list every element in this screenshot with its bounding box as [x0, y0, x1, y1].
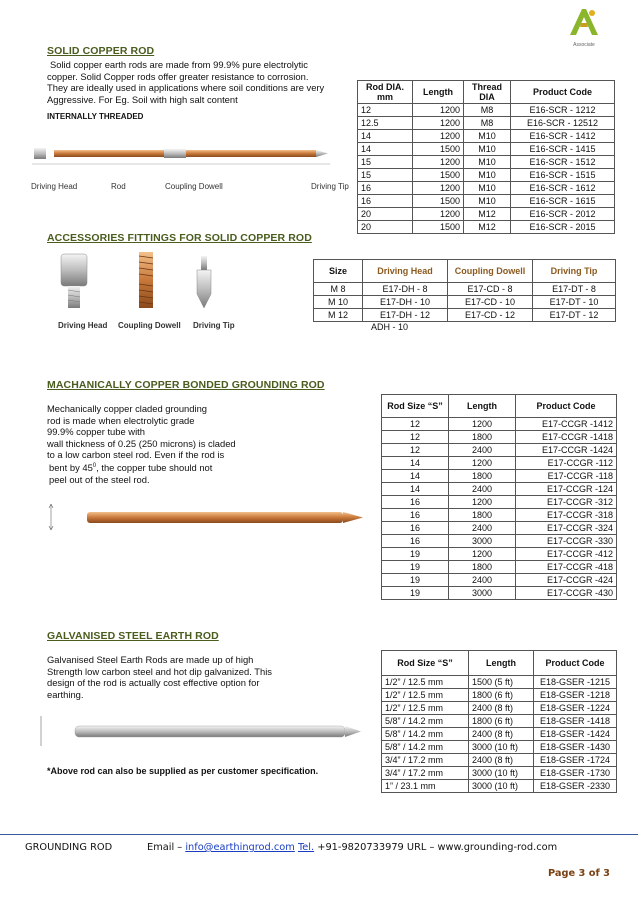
bonded-rod-description	[47, 403, 327, 485]
table-header-row	[314, 260, 616, 283]
table-cell: 14	[382, 457, 449, 470]
table-row	[358, 130, 615, 143]
table-row	[358, 221, 615, 234]
table-cell: E17-CCGR -1424	[516, 444, 617, 457]
col-header: Product Code	[516, 395, 617, 418]
table-row	[382, 496, 617, 509]
table-cell: 14	[382, 470, 449, 483]
table-cell: M10	[464, 143, 511, 156]
table-cell: E17-CD - 12	[448, 309, 533, 322]
table-cell: E18-GSER -1724	[534, 754, 617, 767]
solid-para-line: copper. Solid Copper rods offer greater resistance to corrosion.	[47, 70, 309, 82]
page-number: Page 3 of 3	[547, 868, 610, 879]
table-row	[382, 754, 617, 767]
table-row	[358, 143, 615, 156]
galv-rod-table	[381, 650, 617, 793]
accessories-title: ACCESSORIES FITTINGS FOR SOLID COPPER ROD	[47, 232, 312, 244]
table-cell: 1500	[413, 143, 464, 156]
table-cell: E17-CCGR -118	[516, 470, 617, 483]
solid-rod-table	[357, 80, 615, 234]
col-header: Driving Tip	[533, 260, 616, 283]
table-cell: 2400 (8 ft)	[469, 702, 534, 715]
table-cell: E18-GSER -1430	[534, 741, 617, 754]
table-cell: M12	[464, 221, 511, 234]
col-header: Rod DIA. mm	[358, 81, 413, 104]
table-row	[382, 767, 617, 780]
tel-url-text: +91-9820733979 URL – www.grounding-rod.com	[314, 842, 558, 853]
col-header: Length	[413, 81, 464, 104]
galv-para-line: Strength low carbon steel and hot dip galvanized. This	[47, 665, 272, 677]
table-cell: 1200	[449, 496, 516, 509]
table-cell: 1/2” / 12.5 mm	[382, 689, 469, 702]
table-cell: 16	[382, 496, 449, 509]
galv-para-line: earthing.	[47, 688, 84, 700]
table-row	[382, 457, 617, 470]
table-cell: 16	[358, 195, 413, 208]
table-cell: 16	[382, 535, 449, 548]
bonded-para-line: bent by 45	[49, 462, 93, 474]
table-cell: 3000 (10 ft)	[469, 767, 534, 780]
table-cell: E17-CCGR -424	[516, 574, 617, 587]
table-cell: 15	[358, 169, 413, 182]
table-row	[358, 208, 615, 221]
table-cell: 19	[382, 574, 449, 587]
table-cell: 16	[358, 182, 413, 195]
table-cell: E17-DH - 12	[363, 309, 448, 322]
table-row	[358, 104, 615, 117]
table-cell: M10	[464, 130, 511, 143]
table-cell: 1200	[413, 208, 464, 221]
table-cell: 3000 (10 ft)	[469, 741, 534, 754]
caption-driving-head: Driving Head	[31, 182, 78, 191]
table-cell: M 8	[314, 283, 363, 296]
table-cell: 3/4” / 17.2 mm	[382, 767, 469, 780]
footer-contact	[147, 842, 557, 853]
caption-acc-driving-head: Driving Head	[58, 321, 108, 330]
table-cell: M10	[464, 156, 511, 169]
table-cell: 16	[382, 509, 449, 522]
table-cell: 2400	[449, 444, 516, 457]
bonded-rod-table	[381, 394, 617, 600]
table-cell: E17-DT - 8	[533, 283, 616, 296]
table-cell: E16-SCR - 1512	[511, 156, 615, 169]
table-cell: E16-SCR - 2015	[511, 221, 615, 234]
col-header: Product Code	[534, 651, 617, 676]
table-header-row	[382, 395, 617, 418]
col-header: Rod Size “S”	[382, 651, 469, 676]
galv-rod-title: GALVANISED STEEL EARTH ROD	[47, 630, 219, 642]
customer-spec-note: *Above rod can also be supplied as per customer specification.	[47, 766, 319, 776]
col-header: Product Code	[511, 81, 615, 104]
table-cell: E17-DH - 8	[363, 283, 448, 296]
table-row	[382, 728, 617, 741]
table-cell: 14	[382, 483, 449, 496]
table-row	[382, 702, 617, 715]
table-cell: E17-DT - 10	[533, 296, 616, 309]
table-cell: 1800	[449, 470, 516, 483]
table-cell: 1500	[413, 221, 464, 234]
table-cell: 1500 (5 ft)	[469, 676, 534, 689]
table-cell: 20	[358, 221, 413, 234]
bonded-rod-title: MACHANICALLY COPPER BONDED GROUNDING ROD	[47, 379, 325, 391]
table-cell: E16-SCR - 1615	[511, 195, 615, 208]
table-cell: E18-GSER -1424	[534, 728, 617, 741]
col-header: Thread DIA	[464, 81, 511, 104]
table-cell: 1/2” / 12.5 mm	[382, 702, 469, 715]
table-cell: 1800	[449, 561, 516, 574]
table-cell: 12	[382, 431, 449, 444]
solid-rod-description	[47, 59, 357, 105]
table-cell: E17-CCGR -318	[516, 509, 617, 522]
table-cell: 3000	[449, 587, 516, 600]
table-cell: E17-CCGR -430	[516, 587, 617, 600]
table-row	[382, 418, 617, 431]
bonded-para-line: 99.9% copper tube with	[47, 426, 145, 438]
table-cell: 2400	[449, 522, 516, 535]
caption-rod: Rod	[111, 182, 126, 191]
caption-driving-tip: Driving Tip	[311, 182, 349, 191]
table-cell: 14	[358, 130, 413, 143]
table-cell: E16-SCR - 1212	[511, 104, 615, 117]
table-cell: 1800 (6 ft)	[469, 689, 534, 702]
table-cell: M12	[464, 208, 511, 221]
caption-acc-driving-tip: Driving Tip	[193, 321, 235, 330]
table-cell: 1800	[449, 509, 516, 522]
table-cell: E16-SCR - 12512	[511, 117, 615, 130]
solid-rod-title: SOLID COPPER ROD	[47, 45, 155, 57]
footer-product: GROUNDING ROD	[25, 842, 113, 853]
table-cell: E17-CCGR -330	[516, 535, 617, 548]
table-row	[382, 483, 617, 496]
table-row	[382, 676, 617, 689]
email-link[interactable]: info@earthingrod.com	[185, 842, 295, 853]
table-cell: E18-GSER -1418	[534, 715, 617, 728]
bonded-para-line: , the copper tube should not	[96, 462, 213, 474]
galv-para-line: design of the rod is actually cost effective option for	[47, 677, 260, 689]
table-cell: E16-SCR - 1612	[511, 182, 615, 195]
table-cell: 1200	[413, 117, 464, 130]
caption-acc-coupling-dowell: Coupling Dowell	[118, 321, 181, 330]
company-logo	[566, 5, 602, 48]
table-row	[382, 509, 617, 522]
table-cell: E18-GSER -1224	[534, 702, 617, 715]
table-cell: 3000 (10 ft)	[469, 780, 534, 793]
table-cell: 2400	[449, 483, 516, 496]
table-row	[314, 283, 616, 296]
table-row	[382, 715, 617, 728]
table-cell: 2400	[449, 574, 516, 587]
table-cell: 2400 (8 ft)	[469, 728, 534, 741]
solid-para-line: They are ideally used in applications where soil conditions are very	[47, 82, 325, 94]
col-header: Length	[449, 395, 516, 418]
table-cell: E17-CD - 10	[448, 296, 533, 309]
internally-threaded-label: INTERNALLY THREADED	[47, 112, 144, 121]
bonded-para-line: rod is made when electrolytic grade	[47, 414, 195, 426]
table-cell: 1200	[449, 418, 516, 431]
table-cell: E16-SCR - 2012	[511, 208, 615, 221]
table-cell: E17-CCGR -324	[516, 522, 617, 535]
table-row	[358, 182, 615, 195]
table-row	[314, 309, 616, 322]
table-cell: 14	[358, 143, 413, 156]
bonded-para-line: Mechanically copper claded grounding	[47, 403, 207, 414]
logo-text: Associate	[573, 42, 595, 48]
table-cell: 20	[358, 208, 413, 221]
table-cell: 15	[358, 156, 413, 169]
table-cell: M 12	[314, 309, 363, 322]
table-cell: 1200	[413, 104, 464, 117]
table-row	[314, 296, 616, 309]
table-cell: 3000	[449, 535, 516, 548]
table-header-row	[358, 81, 615, 104]
table-cell: E17-DT - 12	[533, 309, 616, 322]
table-cell: E18-GSER -1730	[534, 767, 617, 780]
table-cell: M10	[464, 195, 511, 208]
table-cell: E17-CD - 8	[448, 283, 533, 296]
table-cell: 16	[382, 522, 449, 535]
table-cell: 12	[358, 104, 413, 117]
footer-rule	[0, 834, 638, 835]
bonded-para-line: peel out of the steel rod.	[49, 473, 150, 485]
tel-label[interactable]: Tel.	[297, 842, 315, 853]
table-cell: E18-GSER -1218	[534, 689, 617, 702]
table-cell: M8	[464, 117, 511, 130]
caption-coupling-dowell: Coupling Dowell	[165, 182, 223, 191]
accessories-image	[55, 250, 235, 318]
table-cell: 2400 (8 ft)	[469, 754, 534, 767]
solid-para-line: Aggressive. For Eg. Soil with high salt content	[47, 93, 238, 105]
bonded-rod-image	[45, 500, 365, 536]
bonded-para-line: wall thickness of 0.25 (250 microns) is claded	[47, 437, 236, 449]
galv-rod-description	[47, 654, 347, 700]
table-row	[382, 444, 617, 457]
table-row	[382, 574, 617, 587]
table-row	[382, 522, 617, 535]
galv-rod-image	[35, 714, 365, 750]
table-cell: 1500	[413, 195, 464, 208]
table-row	[382, 561, 617, 574]
table-row	[382, 741, 617, 754]
bonded-para-line: to a low carbon steel rod. Even if the rod is	[47, 449, 225, 461]
col-header: Driving Head	[363, 260, 448, 283]
table-cell: M8	[464, 104, 511, 117]
table-cell: 19	[382, 548, 449, 561]
degree-sup: 0	[92, 462, 97, 469]
table-cell: E16-SCR - 1515	[511, 169, 615, 182]
col-header: Length	[469, 651, 534, 676]
table-row	[382, 587, 617, 600]
table-cell: M10	[464, 169, 511, 182]
table-cell: E18-GSER -1215	[534, 676, 617, 689]
table-cell: 12	[382, 444, 449, 457]
table-row	[358, 195, 615, 208]
table-row	[358, 169, 615, 182]
table-cell: 5/8” / 14.2 mm	[382, 741, 469, 754]
table-cell: E17-CCGR -112	[516, 457, 617, 470]
table-cell: E17-CCGR -1418	[516, 431, 617, 444]
col-header: Rod Size “S”	[382, 395, 449, 418]
col-header: Size	[314, 260, 363, 283]
col-header: Coupling Dowell	[448, 260, 533, 283]
table-cell: M 10	[314, 296, 363, 309]
email-label: Email –	[147, 842, 186, 853]
table-row	[382, 548, 617, 561]
table-cell: 1/2” / 12.5 mm	[382, 676, 469, 689]
table-cell: M10	[464, 182, 511, 195]
table-header-row	[382, 651, 617, 676]
table-cell: 5/8” / 14.2 mm	[382, 715, 469, 728]
table-row	[358, 117, 615, 130]
table-cell: E17-CCGR -312	[516, 496, 617, 509]
table-cell: E16-SCR - 1412	[511, 130, 615, 143]
table-cell: 1200	[449, 457, 516, 470]
table-cell: E16-SCR - 1415	[511, 143, 615, 156]
table-row	[382, 470, 617, 483]
table-row	[382, 689, 617, 702]
table-cell: 1800 (6 ft)	[469, 715, 534, 728]
table-cell: E18-GSER -2330	[534, 780, 617, 793]
table-cell: 12.5	[358, 117, 413, 130]
table-cell: E17-CCGR -1412	[516, 418, 617, 431]
accessories-table	[313, 259, 616, 322]
solid-para-line: Solid copper earth rods are made from 99.9% pure electrolytic	[50, 59, 308, 70]
table-cell: E17-CCGR -418	[516, 561, 617, 574]
table-cell: 1500	[413, 169, 464, 182]
table-cell: E17-CCGR -124	[516, 483, 617, 496]
table-cell: E17-CCGR -412	[516, 548, 617, 561]
table-cell: 1200	[413, 182, 464, 195]
galv-para-line: Galvanised Steel Earth Rods are made up of high	[47, 654, 254, 665]
table-row	[382, 431, 617, 444]
table-cell: 19	[382, 587, 449, 600]
table-cell: 1800	[449, 431, 516, 444]
table-cell: 1200	[413, 130, 464, 143]
table-cell: E17-DH - 10	[363, 296, 448, 309]
table-cell: 19	[382, 561, 449, 574]
table-row	[382, 780, 617, 793]
table-row	[358, 156, 615, 169]
table-cell: 1200	[413, 156, 464, 169]
table-cell: 1200	[449, 548, 516, 561]
adh-note: ADH - 10	[371, 322, 409, 332]
table-cell: 5/8” / 14.2 mm	[382, 728, 469, 741]
table-cell: 3/4” / 17.2 mm	[382, 754, 469, 767]
table-cell: 12	[382, 418, 449, 431]
table-cell: 1” / 23.1 mm	[382, 780, 469, 793]
solid-copper-rod-image	[30, 142, 350, 170]
table-row	[382, 535, 617, 548]
